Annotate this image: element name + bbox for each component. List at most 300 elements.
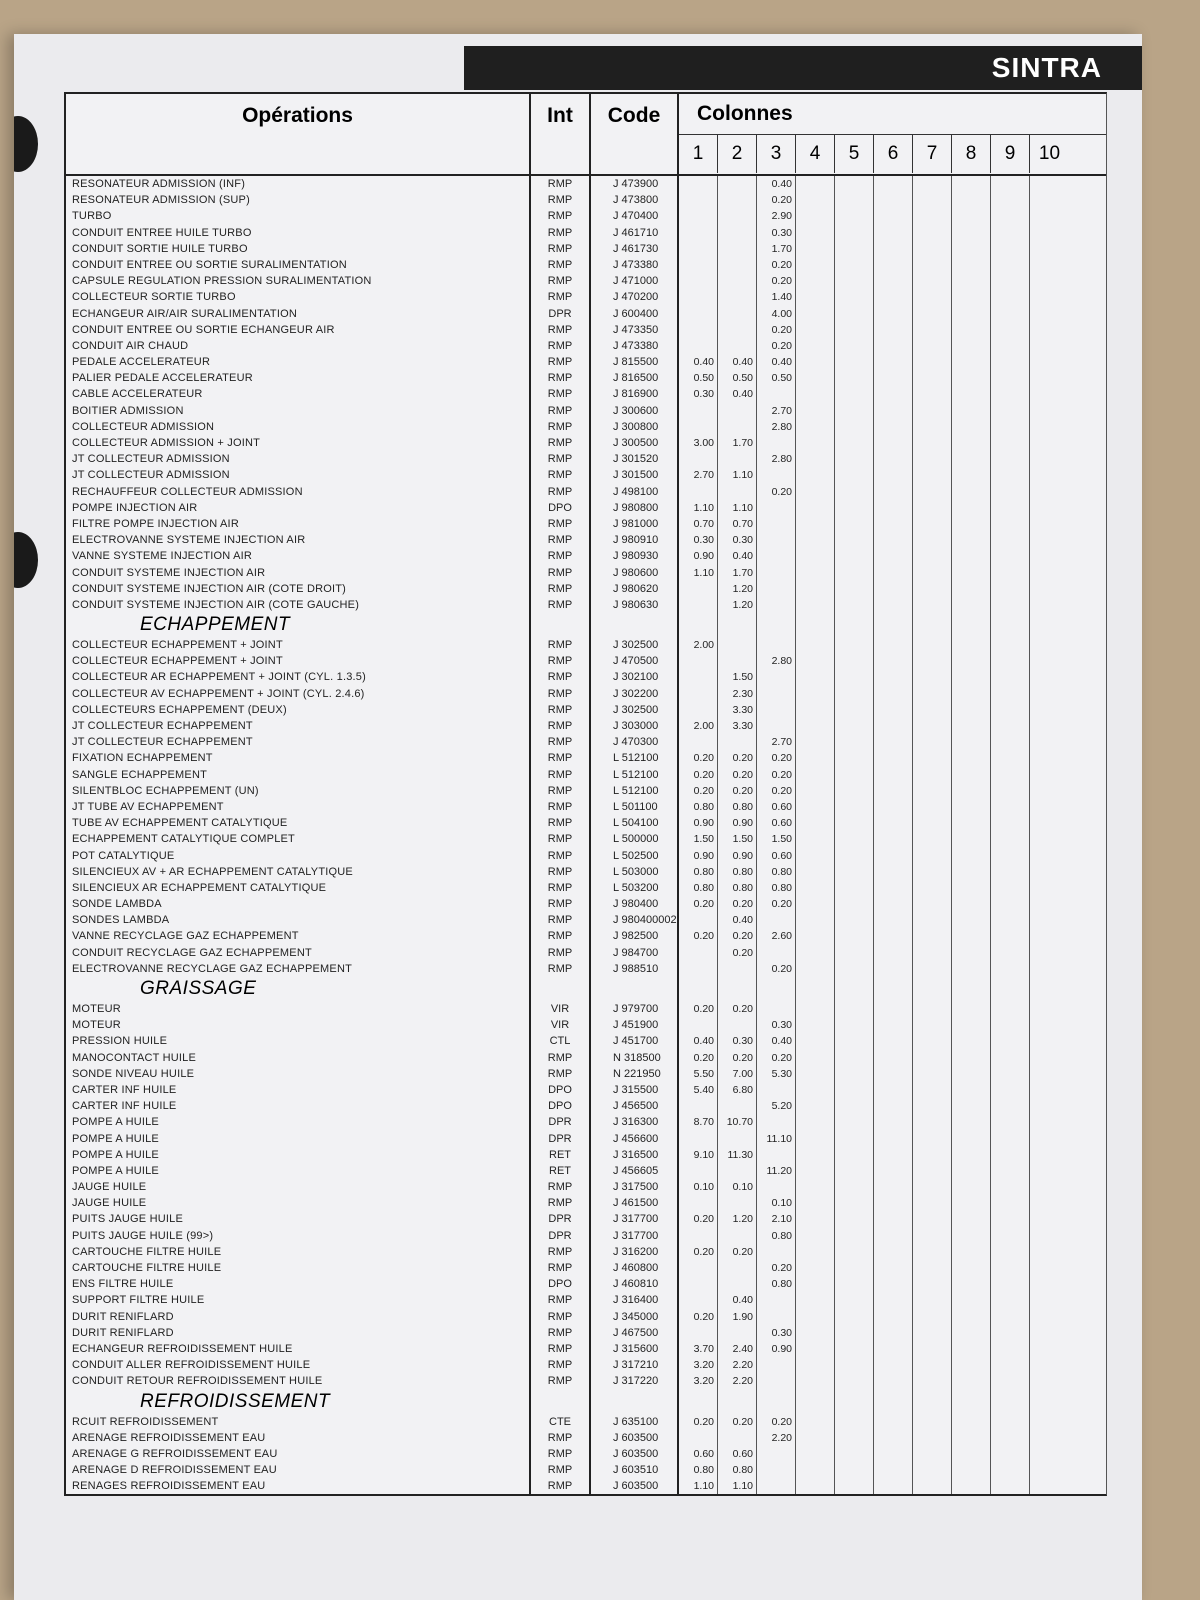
empty-cell	[718, 1390, 757, 1414]
header-columns	[679, 94, 1106, 174]
column-value	[952, 257, 991, 273]
column-value	[874, 1292, 913, 1308]
column-value	[679, 192, 718, 208]
column-value	[991, 864, 1030, 880]
column-value	[718, 1098, 757, 1114]
column-value	[835, 831, 874, 847]
column-value	[1030, 1357, 1069, 1373]
operation-name: SILENTBLOC ECHAPPEMENT (UN)	[66, 783, 531, 799]
column-value	[874, 1462, 913, 1478]
column-value	[718, 241, 757, 257]
operation-name: COLLECTEUR ECHAPPEMENT + JOINT	[66, 653, 531, 669]
column-value	[1030, 176, 1069, 192]
column-value	[952, 1179, 991, 1195]
column-value	[835, 1478, 874, 1494]
column-value	[757, 532, 796, 548]
column-value	[874, 880, 913, 896]
column-value: 10.70	[718, 1114, 757, 1130]
operation-name: MOTEUR	[66, 1001, 531, 1017]
operation-name: ARENAGE D REFROIDISSEMENT EAU	[66, 1462, 531, 1478]
column-value	[913, 176, 952, 192]
column-value: 2.10	[757, 1211, 796, 1227]
operation-name: POMPE A HUILE	[66, 1131, 531, 1147]
empty-cell	[991, 1390, 1030, 1414]
column-value	[1030, 1131, 1069, 1147]
column-value: 1.70	[757, 241, 796, 257]
column-value	[874, 831, 913, 847]
operation-name: COLLECTEURS ECHAPPEMENT (DEUX)	[66, 702, 531, 718]
column-value	[835, 467, 874, 483]
operation-code: L 500000	[591, 831, 679, 847]
column-value: 0.40	[718, 912, 757, 928]
column-value	[1030, 686, 1069, 702]
intervention-code: RMP	[531, 581, 591, 597]
column-value	[874, 241, 913, 257]
column-value	[991, 1309, 1030, 1325]
column-value	[796, 702, 835, 718]
column-value	[952, 1147, 991, 1163]
intervention-code: RMP	[531, 669, 591, 685]
intervention-code: DPO	[531, 1098, 591, 1114]
operation-code: J 816900	[591, 386, 679, 402]
column-value: 0.70	[718, 516, 757, 532]
column-value	[1030, 548, 1069, 564]
column-value	[874, 928, 913, 944]
column-value	[952, 500, 991, 516]
column-value	[991, 532, 1030, 548]
column-value	[913, 1195, 952, 1211]
column-value	[835, 1033, 874, 1049]
table-row	[66, 484, 1106, 500]
column-value	[757, 718, 796, 734]
column-value	[913, 354, 952, 370]
column-value: 0.10	[718, 1179, 757, 1195]
column-value	[913, 734, 952, 750]
empty-cell	[1030, 977, 1069, 1001]
column-value: 1.20	[718, 1211, 757, 1227]
column-value	[874, 1430, 913, 1446]
column-value	[913, 1276, 952, 1292]
column-value: 2.70	[757, 734, 796, 750]
column-value	[796, 718, 835, 734]
column-value	[913, 208, 952, 224]
column-value	[913, 306, 952, 322]
column-value	[718, 192, 757, 208]
column-value	[835, 1260, 874, 1276]
column-value	[796, 500, 835, 516]
operations-table	[64, 92, 1107, 1496]
column-value	[874, 1001, 913, 1017]
operation-code: J 301500	[591, 467, 679, 483]
column-value	[718, 1163, 757, 1179]
column-value	[796, 322, 835, 338]
column-value	[1030, 912, 1069, 928]
column-value	[1030, 799, 1069, 815]
column-value	[991, 208, 1030, 224]
column-value	[796, 686, 835, 702]
operation-name: CONDUIT RETOUR REFROIDISSEMENT HUILE	[66, 1373, 531, 1389]
operation-code: L 512100	[591, 783, 679, 799]
column-value	[991, 225, 1030, 241]
empty-cell	[679, 1390, 718, 1414]
intervention-code: DPO	[531, 500, 591, 516]
column-value	[796, 961, 835, 977]
column-value	[952, 1478, 991, 1494]
operation-code: J 603500	[591, 1478, 679, 1494]
column-value	[796, 945, 835, 961]
column-value	[1030, 653, 1069, 669]
column-value	[874, 597, 913, 613]
table-row	[66, 1462, 1106, 1478]
table-row	[66, 1179, 1106, 1195]
column-value	[952, 912, 991, 928]
column-value: 0.30	[757, 1017, 796, 1033]
column-value	[718, 1276, 757, 1292]
column-value	[835, 1131, 874, 1147]
column-value	[835, 451, 874, 467]
column-value	[952, 945, 991, 961]
column-value	[796, 669, 835, 685]
column-value	[1030, 783, 1069, 799]
column-value: 3.20	[679, 1373, 718, 1389]
column-value	[835, 653, 874, 669]
column-value: 0.20	[757, 783, 796, 799]
column-value	[757, 597, 796, 613]
column-value	[718, 306, 757, 322]
column-value	[952, 1325, 991, 1341]
column-value	[835, 241, 874, 257]
column-value	[952, 1446, 991, 1462]
column-value	[991, 403, 1030, 419]
intervention-code: DPR	[531, 1131, 591, 1147]
column-value	[874, 273, 913, 289]
operation-code: J 473900	[591, 176, 679, 192]
column-value	[679, 1163, 718, 1179]
column-value	[796, 419, 835, 435]
header-operations: Opérations	[66, 94, 531, 174]
operation-name: RESONATEUR ADMISSION (INF)	[66, 176, 531, 192]
column-value: 0.10	[757, 1195, 796, 1211]
intervention-code: RET	[531, 1147, 591, 1163]
intervention-code: RMP	[531, 961, 591, 977]
table-row	[66, 1292, 1106, 1308]
table-row	[66, 1098, 1106, 1114]
column-value	[718, 403, 757, 419]
column-value	[913, 403, 952, 419]
column-value: 0.20	[718, 896, 757, 912]
column-value	[1030, 1098, 1069, 1114]
intervention-code: DPR	[531, 1211, 591, 1227]
column-value: 0.30	[757, 225, 796, 241]
operation-name: JT COLLECTEUR ECHAPPEMENT	[66, 718, 531, 734]
intervention-code: RMP	[531, 750, 591, 766]
column-value	[913, 686, 952, 702]
operation-code: J 456600	[591, 1131, 679, 1147]
column-value	[1030, 1430, 1069, 1446]
column-value	[835, 1292, 874, 1308]
column-value	[1030, 306, 1069, 322]
operation-code: J 302500	[591, 702, 679, 718]
column-value	[874, 257, 913, 273]
column-value	[991, 1414, 1030, 1430]
column-value	[1030, 928, 1069, 944]
operation-code: J 461730	[591, 241, 679, 257]
column-value: 0.20	[718, 928, 757, 944]
column-value	[874, 750, 913, 766]
column-value: 0.90	[679, 815, 718, 831]
column-value: 5.20	[757, 1098, 796, 1114]
column-value	[718, 419, 757, 435]
column-value	[991, 1147, 1030, 1163]
column-value	[952, 370, 991, 386]
intervention-code: RMP	[531, 686, 591, 702]
column-value: 0.20	[679, 928, 718, 944]
column-number-10: 10	[1038, 143, 1061, 164]
column-value: 3.20	[679, 1357, 718, 1373]
intervention-code: RMP	[531, 783, 591, 799]
header-column-numbers	[679, 134, 1106, 173]
table-row	[66, 928, 1106, 944]
intervention-code: RMP	[531, 880, 591, 896]
column-value	[913, 565, 952, 581]
operation-code: L 503000	[591, 864, 679, 880]
column-value	[1030, 637, 1069, 653]
operation-code: J 470300	[591, 734, 679, 750]
column-value	[835, 718, 874, 734]
column-value	[874, 1244, 913, 1260]
column-value	[1030, 1082, 1069, 1098]
operation-name: JAUGE HUILE	[66, 1195, 531, 1211]
column-value	[679, 945, 718, 961]
column-value	[1030, 208, 1069, 224]
column-value	[952, 435, 991, 451]
operation-name: COLLECTEUR AV ECHAPPEMENT + JOINT (CYL. 2.4.6)	[66, 686, 531, 702]
table-row	[66, 669, 1106, 685]
operation-code: J 461500	[591, 1195, 679, 1211]
column-value: 0.20	[757, 273, 796, 289]
empty-cell	[1030, 1390, 1069, 1414]
column-value	[952, 225, 991, 241]
table-row	[66, 1147, 1106, 1163]
column-value	[952, 896, 991, 912]
column-value	[874, 419, 913, 435]
column-value	[874, 176, 913, 192]
column-value: 0.20	[757, 338, 796, 354]
column-value: 3.70	[679, 1341, 718, 1357]
column-value	[991, 1098, 1030, 1114]
empty-cell	[835, 977, 874, 1001]
empty-cell	[679, 977, 718, 1001]
column-value	[913, 1082, 952, 1098]
column-value	[991, 928, 1030, 944]
column-value: 0.80	[757, 1228, 796, 1244]
column-value	[835, 403, 874, 419]
column-value	[835, 880, 874, 896]
column-value	[952, 637, 991, 653]
column-value	[991, 1446, 1030, 1462]
column-value	[835, 306, 874, 322]
operation-code: J 635100	[591, 1414, 679, 1430]
operation-code: J 471000	[591, 273, 679, 289]
intervention-code: RMP	[531, 1195, 591, 1211]
column-value	[991, 597, 1030, 613]
column-value	[835, 565, 874, 581]
column-value	[796, 1179, 835, 1195]
column-value	[796, 597, 835, 613]
column-value	[718, 208, 757, 224]
column-value	[835, 225, 874, 241]
column-value	[913, 484, 952, 500]
column-value	[835, 581, 874, 597]
empty-cell	[757, 977, 796, 1001]
column-value	[874, 1114, 913, 1130]
column-value	[679, 686, 718, 702]
column-value	[874, 718, 913, 734]
column-value	[952, 880, 991, 896]
column-value	[835, 896, 874, 912]
intervention-code: RMP	[531, 799, 591, 815]
column-value	[991, 1195, 1030, 1211]
column-value	[913, 702, 952, 718]
table-row	[66, 1228, 1106, 1244]
column-value	[835, 1082, 874, 1098]
column-value	[796, 1430, 835, 1446]
column-value	[1030, 961, 1069, 977]
column-value	[913, 1017, 952, 1033]
column-value	[679, 208, 718, 224]
operation-name: ECHANGEUR REFROIDISSEMENT HUILE	[66, 1341, 531, 1357]
operation-name: CARTER INF HUILE	[66, 1098, 531, 1114]
column-value	[757, 1462, 796, 1478]
table-row	[66, 864, 1106, 880]
table-row	[66, 686, 1106, 702]
intervention-code: VIR	[531, 1001, 591, 1017]
column-value	[913, 1462, 952, 1478]
column-value	[679, 176, 718, 192]
column-value	[874, 565, 913, 581]
column-value	[874, 338, 913, 354]
column-value	[835, 257, 874, 273]
column-value	[835, 192, 874, 208]
column-value	[796, 750, 835, 766]
empty-cell	[796, 613, 835, 637]
column-value	[679, 1017, 718, 1033]
column-value	[1030, 516, 1069, 532]
operation-code: L 501100	[591, 799, 679, 815]
column-value	[757, 637, 796, 653]
operation-name: JT TUBE AV ECHAPPEMENT	[66, 799, 531, 815]
operation-code: J 316200	[591, 1244, 679, 1260]
column-value	[913, 192, 952, 208]
operation-name: CONDUIT SYSTEME INJECTION AIR (COTE DROIT)	[66, 581, 531, 597]
column-value: 4.00	[757, 306, 796, 322]
column-value	[952, 928, 991, 944]
column-value	[1030, 1462, 1069, 1478]
operation-name: POMPE A HUILE	[66, 1163, 531, 1179]
column-value	[1030, 500, 1069, 516]
column-value	[835, 500, 874, 516]
column-value	[952, 451, 991, 467]
column-value: 11.10	[757, 1131, 796, 1147]
empty-cell	[531, 1390, 591, 1414]
column-value: 0.20	[679, 1414, 718, 1430]
intervention-code: RMP	[531, 225, 591, 241]
table-row	[66, 637, 1106, 653]
operation-code: J 302500	[591, 637, 679, 653]
column-value	[679, 451, 718, 467]
column-value	[679, 241, 718, 257]
column-value	[952, 581, 991, 597]
column-value	[952, 1082, 991, 1098]
operation-code: J 470400	[591, 208, 679, 224]
column-value	[796, 637, 835, 653]
intervention-code: RMP	[531, 928, 591, 944]
intervention-code: RMP	[531, 484, 591, 500]
empty-cell	[874, 977, 913, 1001]
intervention-code: RMP	[531, 1462, 591, 1478]
column-value	[757, 1478, 796, 1494]
table-row	[66, 1001, 1106, 1017]
column-value: 0.20	[757, 1050, 796, 1066]
empty-cell	[531, 977, 591, 1001]
column-value	[913, 718, 952, 734]
table-row	[66, 192, 1106, 208]
column-value	[991, 370, 1030, 386]
column-value	[913, 581, 952, 597]
operation-code: L 503200	[591, 880, 679, 896]
column-value: 0.20	[757, 192, 796, 208]
operation-code: J 498100	[591, 484, 679, 500]
column-value	[913, 257, 952, 273]
column-value: 1.70	[718, 565, 757, 581]
column-value: 0.60	[757, 799, 796, 815]
column-value: 2.60	[757, 928, 796, 944]
column-value	[991, 241, 1030, 257]
table-row	[66, 1195, 1106, 1211]
table-row	[66, 799, 1106, 815]
column-value	[1030, 1373, 1069, 1389]
operation-code: J 467500	[591, 1325, 679, 1341]
column-value	[952, 1357, 991, 1373]
column-value	[835, 1276, 874, 1292]
column-value	[718, 289, 757, 305]
intervention-code: RMP	[531, 653, 591, 669]
column-value	[991, 273, 1030, 289]
operation-code: J 303000	[591, 718, 679, 734]
column-value	[913, 500, 952, 516]
column-value	[718, 322, 757, 338]
column-value	[835, 799, 874, 815]
column-value	[1030, 1050, 1069, 1066]
intervention-code: RMP	[531, 1446, 591, 1462]
column-value	[757, 1001, 796, 1017]
empty-cell	[591, 977, 679, 1001]
column-value	[718, 961, 757, 977]
column-value	[835, 815, 874, 831]
column-value	[1030, 451, 1069, 467]
column-value	[913, 241, 952, 257]
table-row	[66, 848, 1106, 864]
table-row	[66, 1066, 1106, 1082]
intervention-code: DPR	[531, 1114, 591, 1130]
operation-name: SUPPORT FILTRE HUILE	[66, 1292, 531, 1308]
column-value	[835, 484, 874, 500]
column-value: 1.50	[679, 831, 718, 847]
column-value	[952, 1341, 991, 1357]
column-value	[1030, 435, 1069, 451]
column-value	[991, 945, 1030, 961]
column-value: 0.80	[679, 880, 718, 896]
